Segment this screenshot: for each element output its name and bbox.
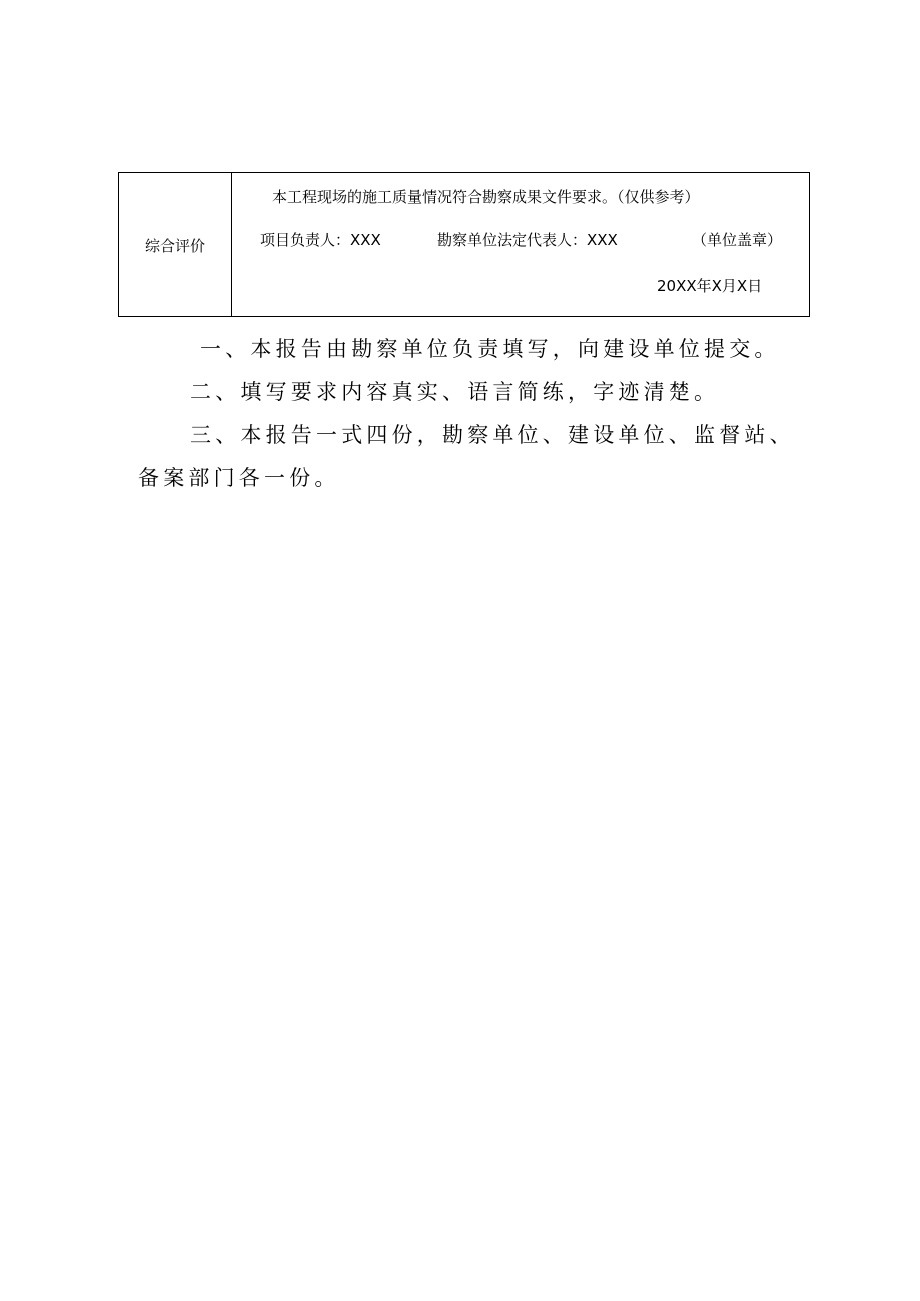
note-3: 三、本报告一式四份，勘察单位、建设单位、监督站、备案部门各一份。 <box>138 423 795 490</box>
notes-section <box>138 328 798 500</box>
unit-seal: （单位盖章） <box>692 231 783 249</box>
project-lead: 项目负责人：XXX <box>260 231 381 249</box>
evaluation-label-cell <box>119 173 232 317</box>
evaluation-table <box>118 172 810 317</box>
note-2: 二、填写要求内容真实、语言简练，字迹清楚。 <box>190 380 720 404</box>
evaluation-statement: 本工程现场的施工质量情况符合勘察成果文件要求。（仅供参考） <box>272 188 700 206</box>
evaluation-content-cell <box>232 173 810 317</box>
evaluation-row <box>119 173 810 317</box>
evaluation-date: 20XX年X月X日 <box>657 277 763 295</box>
legal-representative: 勘察单位法定代表人：XXX <box>437 231 618 249</box>
note-1: 一、本报告由勘察单位负责填写，向建设单位提交。 <box>200 337 780 361</box>
evaluation-label: 综合评价 <box>144 237 205 255</box>
